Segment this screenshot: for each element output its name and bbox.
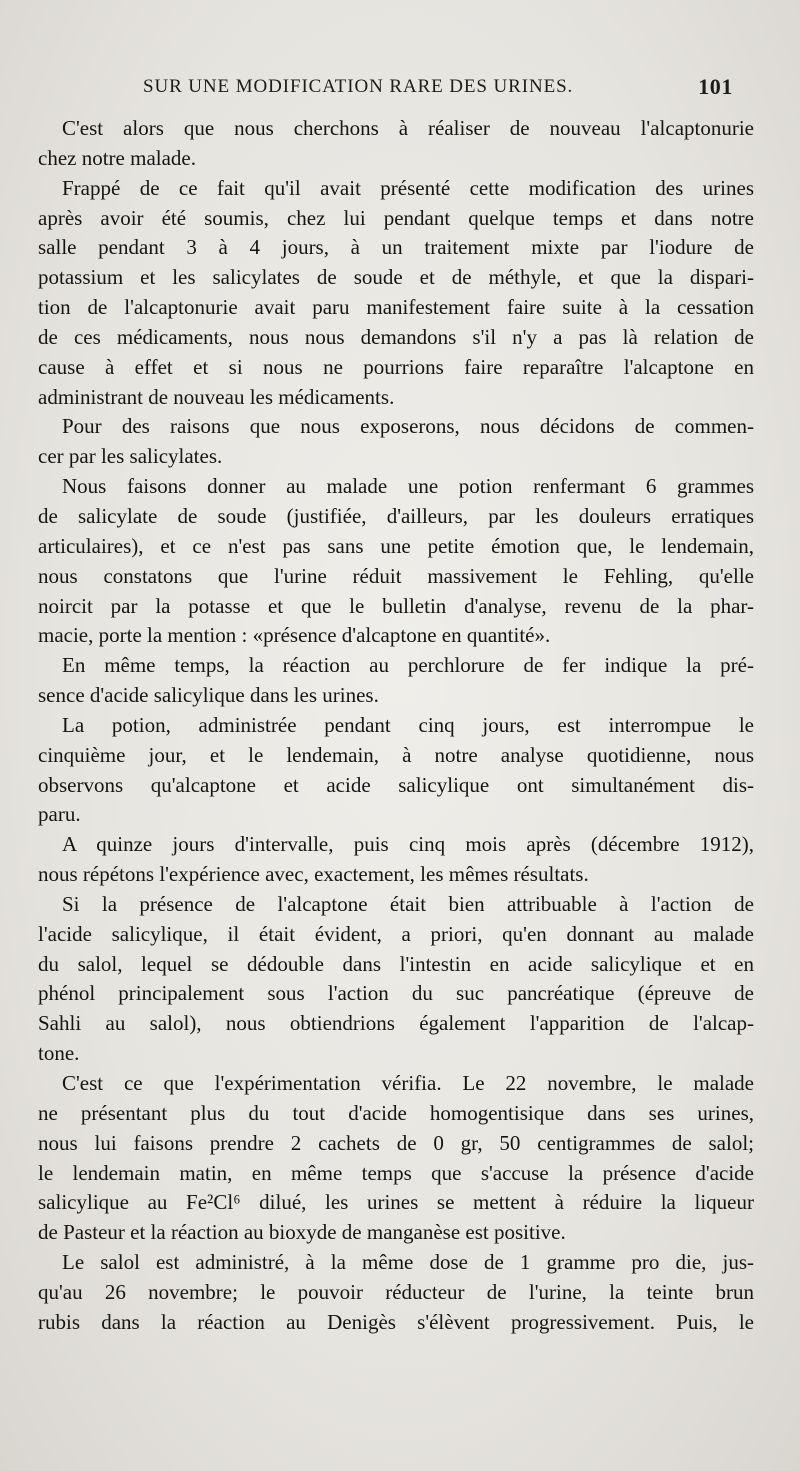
paragraph [38,174,754,413]
page-number: 101 [698,74,733,99]
text-line: La potion, administrée pendant cinq jours, est interrompue le [62,712,754,737]
running-title: SUR UNE MODIFICATION RARE DES URINES. [143,76,574,97]
text-line: Frappé de ce fait qu'il avait présenté cette modification des urines [62,175,754,200]
text-line: le lendemain matin, en même temps que s'accuse la présence d'acide [38,1160,754,1185]
text-line: de salicylate de soude (justifiée, d'ailleurs, par les douleurs erratiques [38,503,754,528]
paragraph [38,830,754,890]
text-line: de ces médicaments, nous nous demandons s'il n'y a pas là relation de [38,324,754,349]
paragraph [38,1248,754,1338]
text-line: rubis dans la réaction au Denigès s'élèvent progressivement. Puis, le [38,1309,754,1334]
text-line: noircit par la potasse et que le bulletin d'analyse, revenu de la phar- [38,593,754,618]
text-line: Pour des raisons que nous exposerons, nous décidons de commen- [62,414,754,439]
text-line: cer par les salicylates. [38,444,223,469]
text-line: Le salol est administré, à la même dose de 1 gramme pro die, jus- [62,1250,754,1275]
text-line: salle pendant 3 à 4 jours, à un traitement mixte par l'iodure de [38,235,754,260]
paragraph [38,472,754,651]
text-line: phénol principalement sous l'action du suc pancréatique (épreuve de [38,981,754,1006]
text-line: macie, porte la mention : «présence d'alcaptone en quantité». [38,623,551,648]
text-line: l'acide salicylique, il était évident, a priori, qu'en donnant au malade [38,921,754,946]
text-line: qu'au 26 novembre; le pouvoir réducteur de l'urine, la teinte brun [38,1279,754,1304]
text-line: paru. [38,802,81,827]
text-line: articulaires), et ce n'est pas sans une petite émotion que, le lendemain, [38,533,754,558]
paragraph [38,1069,754,1248]
text-line: nous lui faisons prendre 2 cachets de 0 gr, 50 centigrammes de salol; [38,1130,754,1155]
paragraph [38,711,754,830]
text-line: tion de l'alcaptonurie avait paru manifestement faire suite à la cessation [38,295,754,320]
running-header [143,74,733,104]
paragraph [38,651,754,711]
paragraph [38,890,754,1069]
text-line: ne présentant plus du tout d'acide homogentisique dans ses urines, [38,1100,754,1125]
body-text [38,114,754,1338]
text-line: C'est alors que nous cherchons à réaliser de nouveau l'alcaptonurie [62,116,754,140]
text-line: C'est ce que l'expérimentation vérifia. Le 22 novembre, le malade [62,1071,754,1095]
paragraph [38,114,754,174]
text-line: Si la présence de l'alcaptone était bien attribuable à l'action de [62,891,754,916]
text-line: En même temps, la réaction au perchlorure de fer indique la pré- [62,653,754,678]
text-line: Nous faisons donner au malade une potion renfermant 6 grammes [62,474,754,499]
text-line: salicylique au Fe²Cl⁶ dilué, les urines se mettent à réduire la liqueur [38,1190,754,1215]
text-line: observons qu'alcaptone et acide salicylique ont simultanément dis- [38,772,754,797]
text-line: administrant de nouveau les médicaments. [38,384,395,409]
paragraph [38,412,754,472]
text-line: cinquième jour, et le lendemain, à notre analyse quotidienne, nous [38,742,754,767]
text-line: de Pasteur et la réaction au bioxyde de manganèse est positive. [38,1220,566,1245]
text-line: nous constatons que l'urine réduit massivement le Fehling, qu'elle [38,563,754,588]
text-line: Sahli au salol), nous obtiendrions également l'apparition de l'alcap- [38,1011,754,1036]
text-line: chez notre malade. [38,145,196,170]
text-line: après avoir été soumis, chez lui pendant quelque temps et dans notre [38,205,754,230]
text-line: A quinze jours d'intervalle, puis cinq mois après (décembre 1912), [62,832,754,857]
text-line: cause à effet et si nous ne pourrions faire reparaître l'alcaptone en [38,354,754,379]
text-line: potassium et les salicylates de soude et de méthyle, et que la dispari- [38,265,754,290]
text-line: du salol, lequel se dédouble dans l'intestin en acide salicylique et en [38,951,754,976]
text-line: tone. [38,1041,80,1066]
text-line: sence d'acide salicylique dans les urines. [38,683,379,708]
text-line: nous répétons l'expérience avec, exactement, les mêmes résultats. [38,862,589,887]
